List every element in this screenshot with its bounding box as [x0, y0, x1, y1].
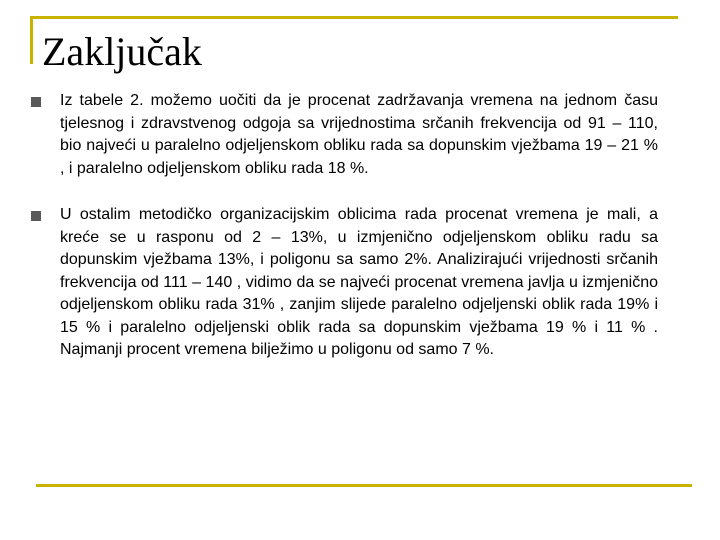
bullet-item-1: [28, 90, 660, 180]
square-bullet-icon: [31, 211, 41, 221]
bullet-item-2: [28, 204, 660, 362]
bullet-text-1: Iz tabele 2. možemo uočiti da je procenat zadržavanja vremena na jednom času tjelesnog i zdravstvenog odgoja sa vrijednostima srčanih frekvencija od 91 – 110, bio najveći u paralelno odjeljenskom obliku rada sa dopunskim vježbama 19 – 21 % , i paralelno odjeljenskom obliku rada 18 %.: [60, 92, 658, 177]
left-accent-rule: [30, 16, 33, 64]
bottom-accent-rule: [36, 484, 692, 487]
bullet-text-2: U ostalim metodičko organizacijskim oblicima rada procenat vremena je mali, a kreće se u rasponu od 2 – 13%, u izmjenično odjeljenskom obliku radu sa dopunskim vježbama 13%, i poligonu sa samo 2%. Analizirajući vrijednosti srčanih frekvencija od 111 – 140 , vidimo da se najveći procenat vremena javlja u izmjenično odjeljenskom obliku rada 31% , zanjim slijede paralelno odjeljenski oblik rada 19% i 15 % i paralelno odjeljenski oblik rada sa dopunskim vježbama 19 % i 11 % . Najmanji procent vremena bilježimo u poligonu od samo 7 %.: [60, 206, 658, 358]
slide-title: Zaključak: [42, 29, 202, 74]
slide-content: [28, 90, 660, 386]
square-bullet-icon: [31, 97, 41, 107]
top-accent-rule: [30, 16, 678, 19]
